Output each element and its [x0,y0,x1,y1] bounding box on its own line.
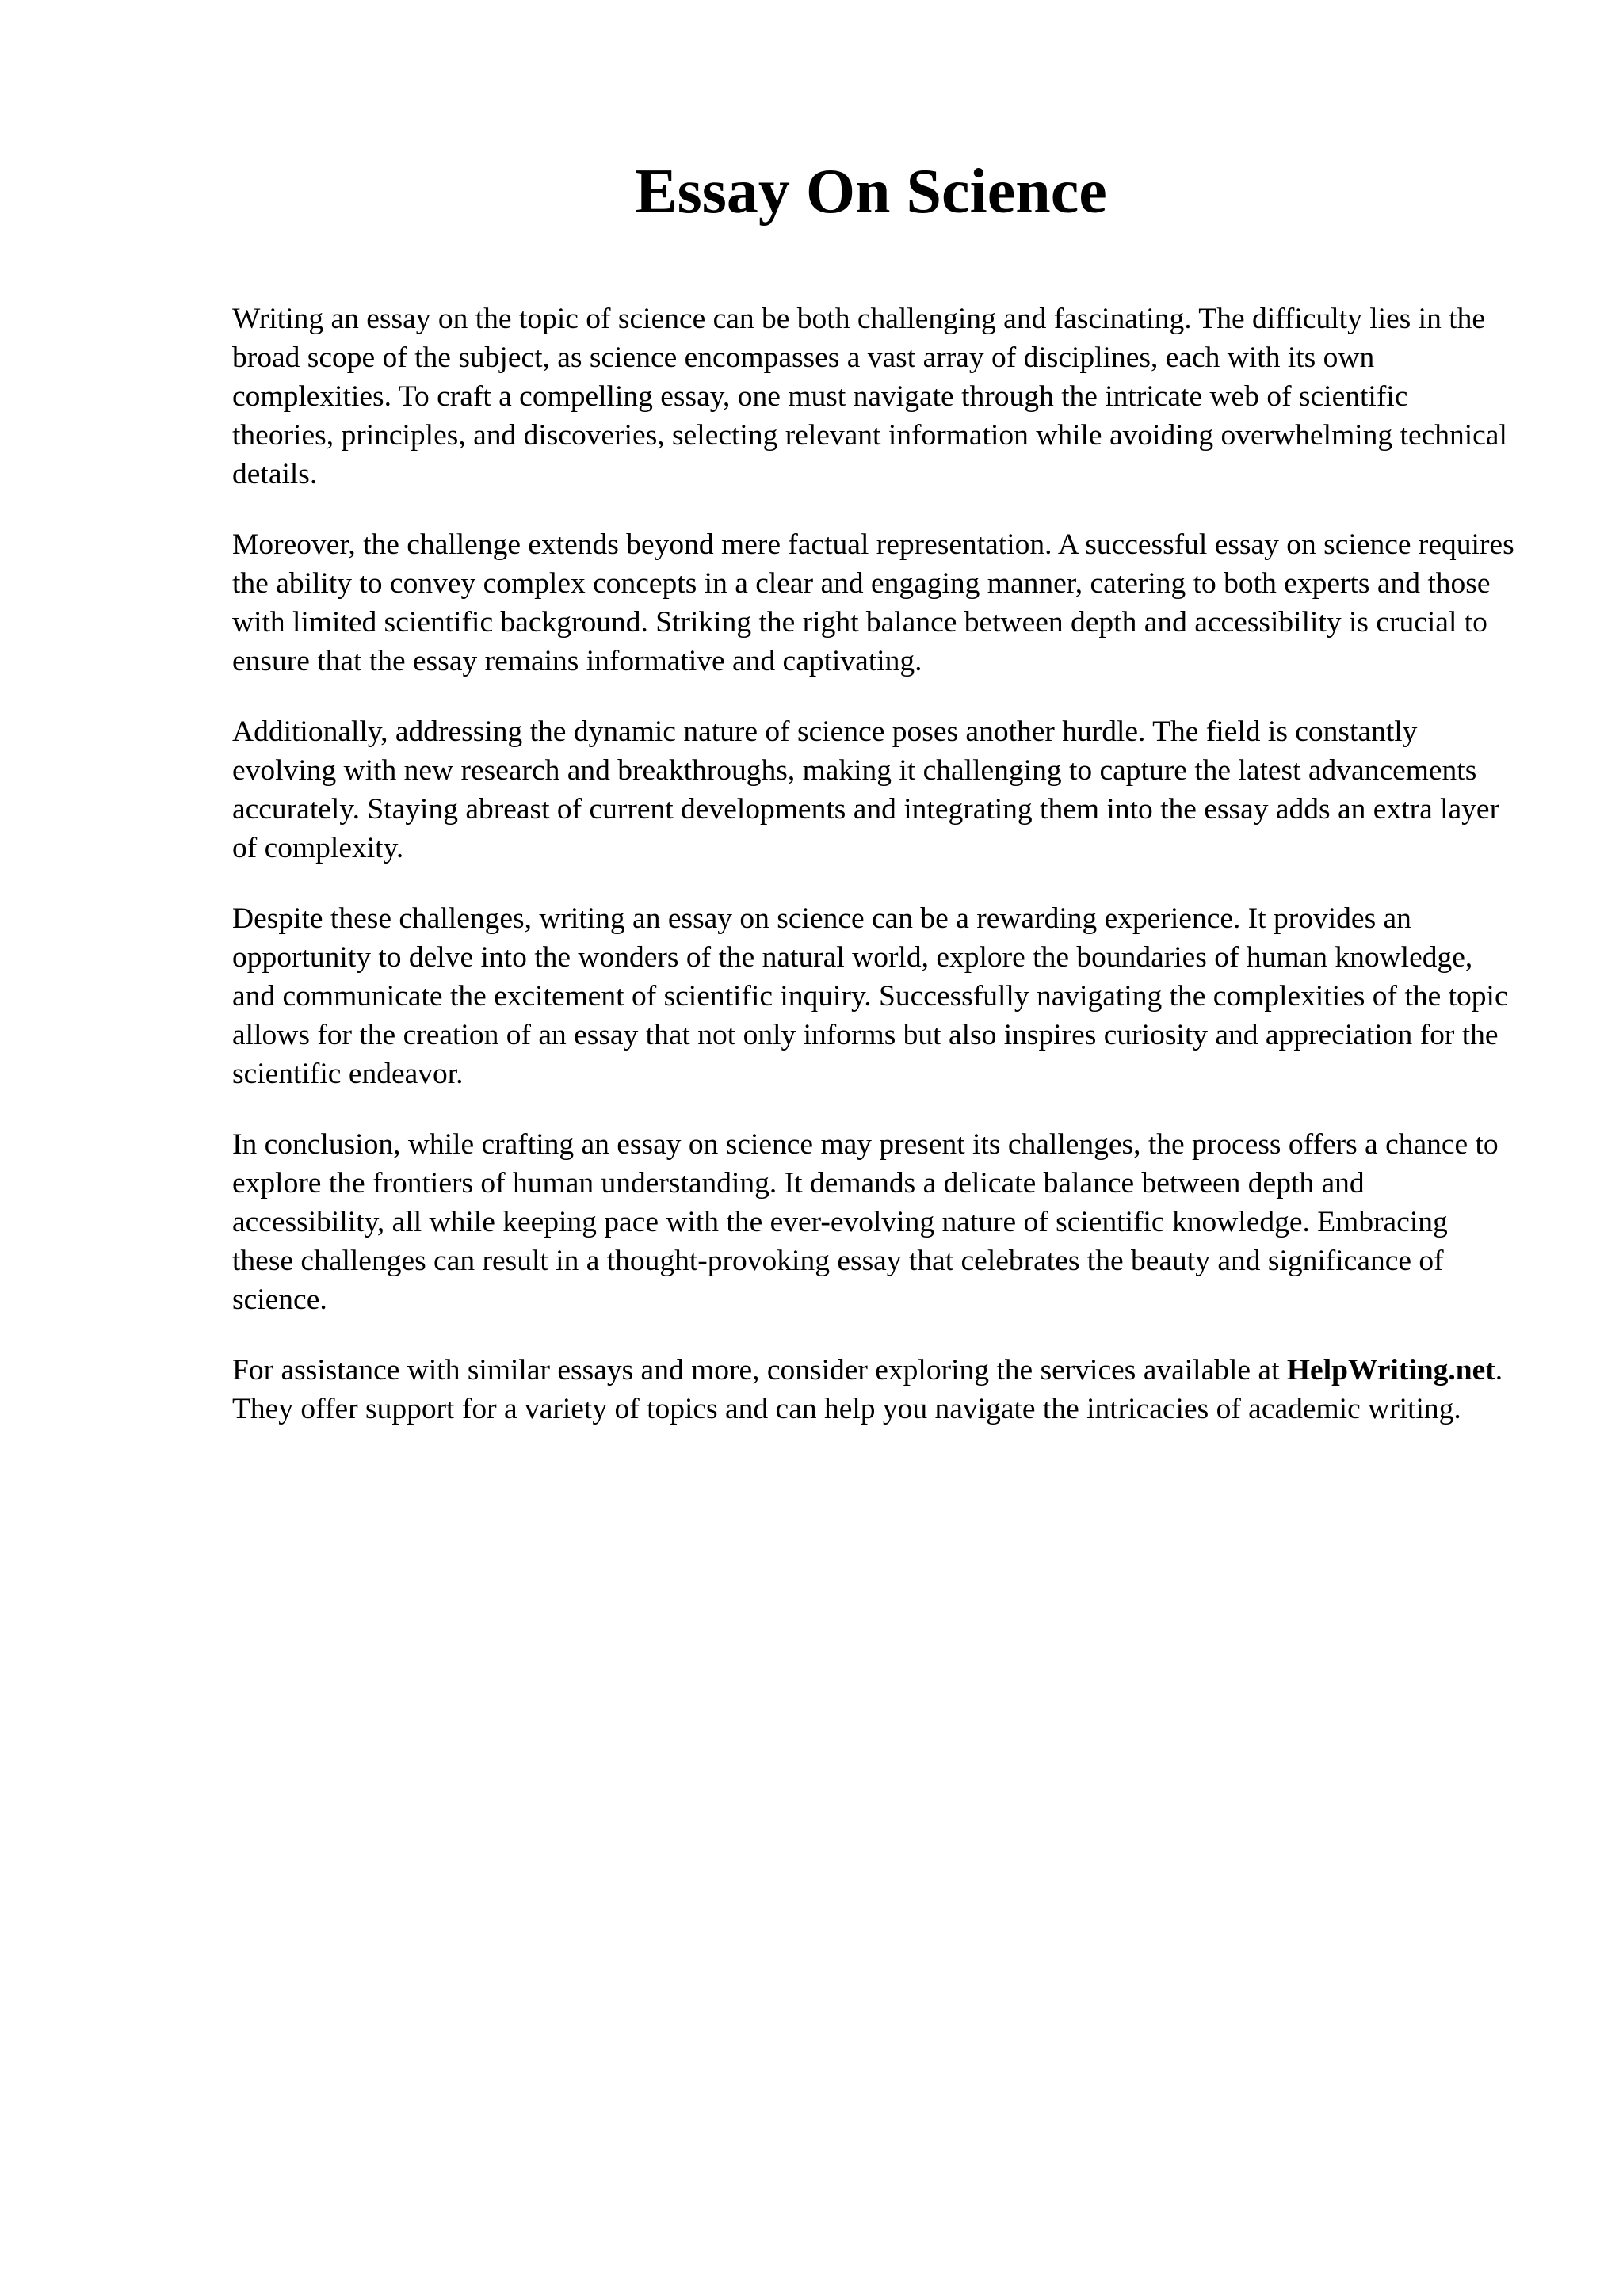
paragraph-3: Additionally, addressing the dynamic nature of science poses another hurdle. The field is constantly evolving with new research and breakthroughs, making it challenging to capture the latest advancements accurately. Staying abreast of current developments and integrating them into the essay adds an extra layer of complexity. [232,715,1500,864]
closing-paragraph [232,1351,1516,1428]
paragraph-1: Writing an essay on the topic of science can be both challenging and fascinating. The difficulty lies in the broad scope of the subject, as science encompasses a vast array of disciplines, each with its own complexities. To craft a compelling essay, one must navigate through the intricate web of scientific theories, principles, and discoveries, selecting relevant information while avoiding overwhelming technical details. [232,303,1507,490]
page-title: Essay On Science [635,157,1107,227]
helpwriting-link[interactable]: HelpWriting.net [1286,1354,1495,1386]
paragraph-2: Moreover, the challenge extends beyond mere factual representation. A successful essay on science requires the ability to convey complex concepts in a clear and engaging manner, catering to both experts and those with limited scientific background. Striking the right balance between depth and accessibility is crucial to ensure that the essay remains informative and captivating. [232,528,1514,677]
closing-text-before: For assistance with similar essays and more, consider exploring the services available at [232,1354,1287,1386]
paragraph-5: In conclusion, while crafting an essay on science may present its challenges, the process offers a chance to explore the frontiers of human understanding. It demands a delicate balance between depth and accessibility, all while keeping pace with the ever-evolving nature of scientific knowledge. Embracing these challenges can result in a thought-provoking essay that celebrates the beauty and significance of science. [232,1128,1499,1316]
closing-text-after: . They offer support for a variety of topics and can help you navigate the intricacies of academic writing. [232,1354,1503,1425]
paragraph-4: Despite these challenges, writing an essay on science can be a rewarding experience. It provides an opportunity to delve into the wonders of the natural world, explore the boundaries of human knowledge, and communicate the excitement of scientific inquiry. Successfully navigating the complexities of the topic allows for the creation of an essay that not only informs but also inspires curiosity and appreciation for the scientific endeavor. [232,902,1508,1090]
essay-body [232,299,1516,1460]
title-container [0,152,1623,231]
